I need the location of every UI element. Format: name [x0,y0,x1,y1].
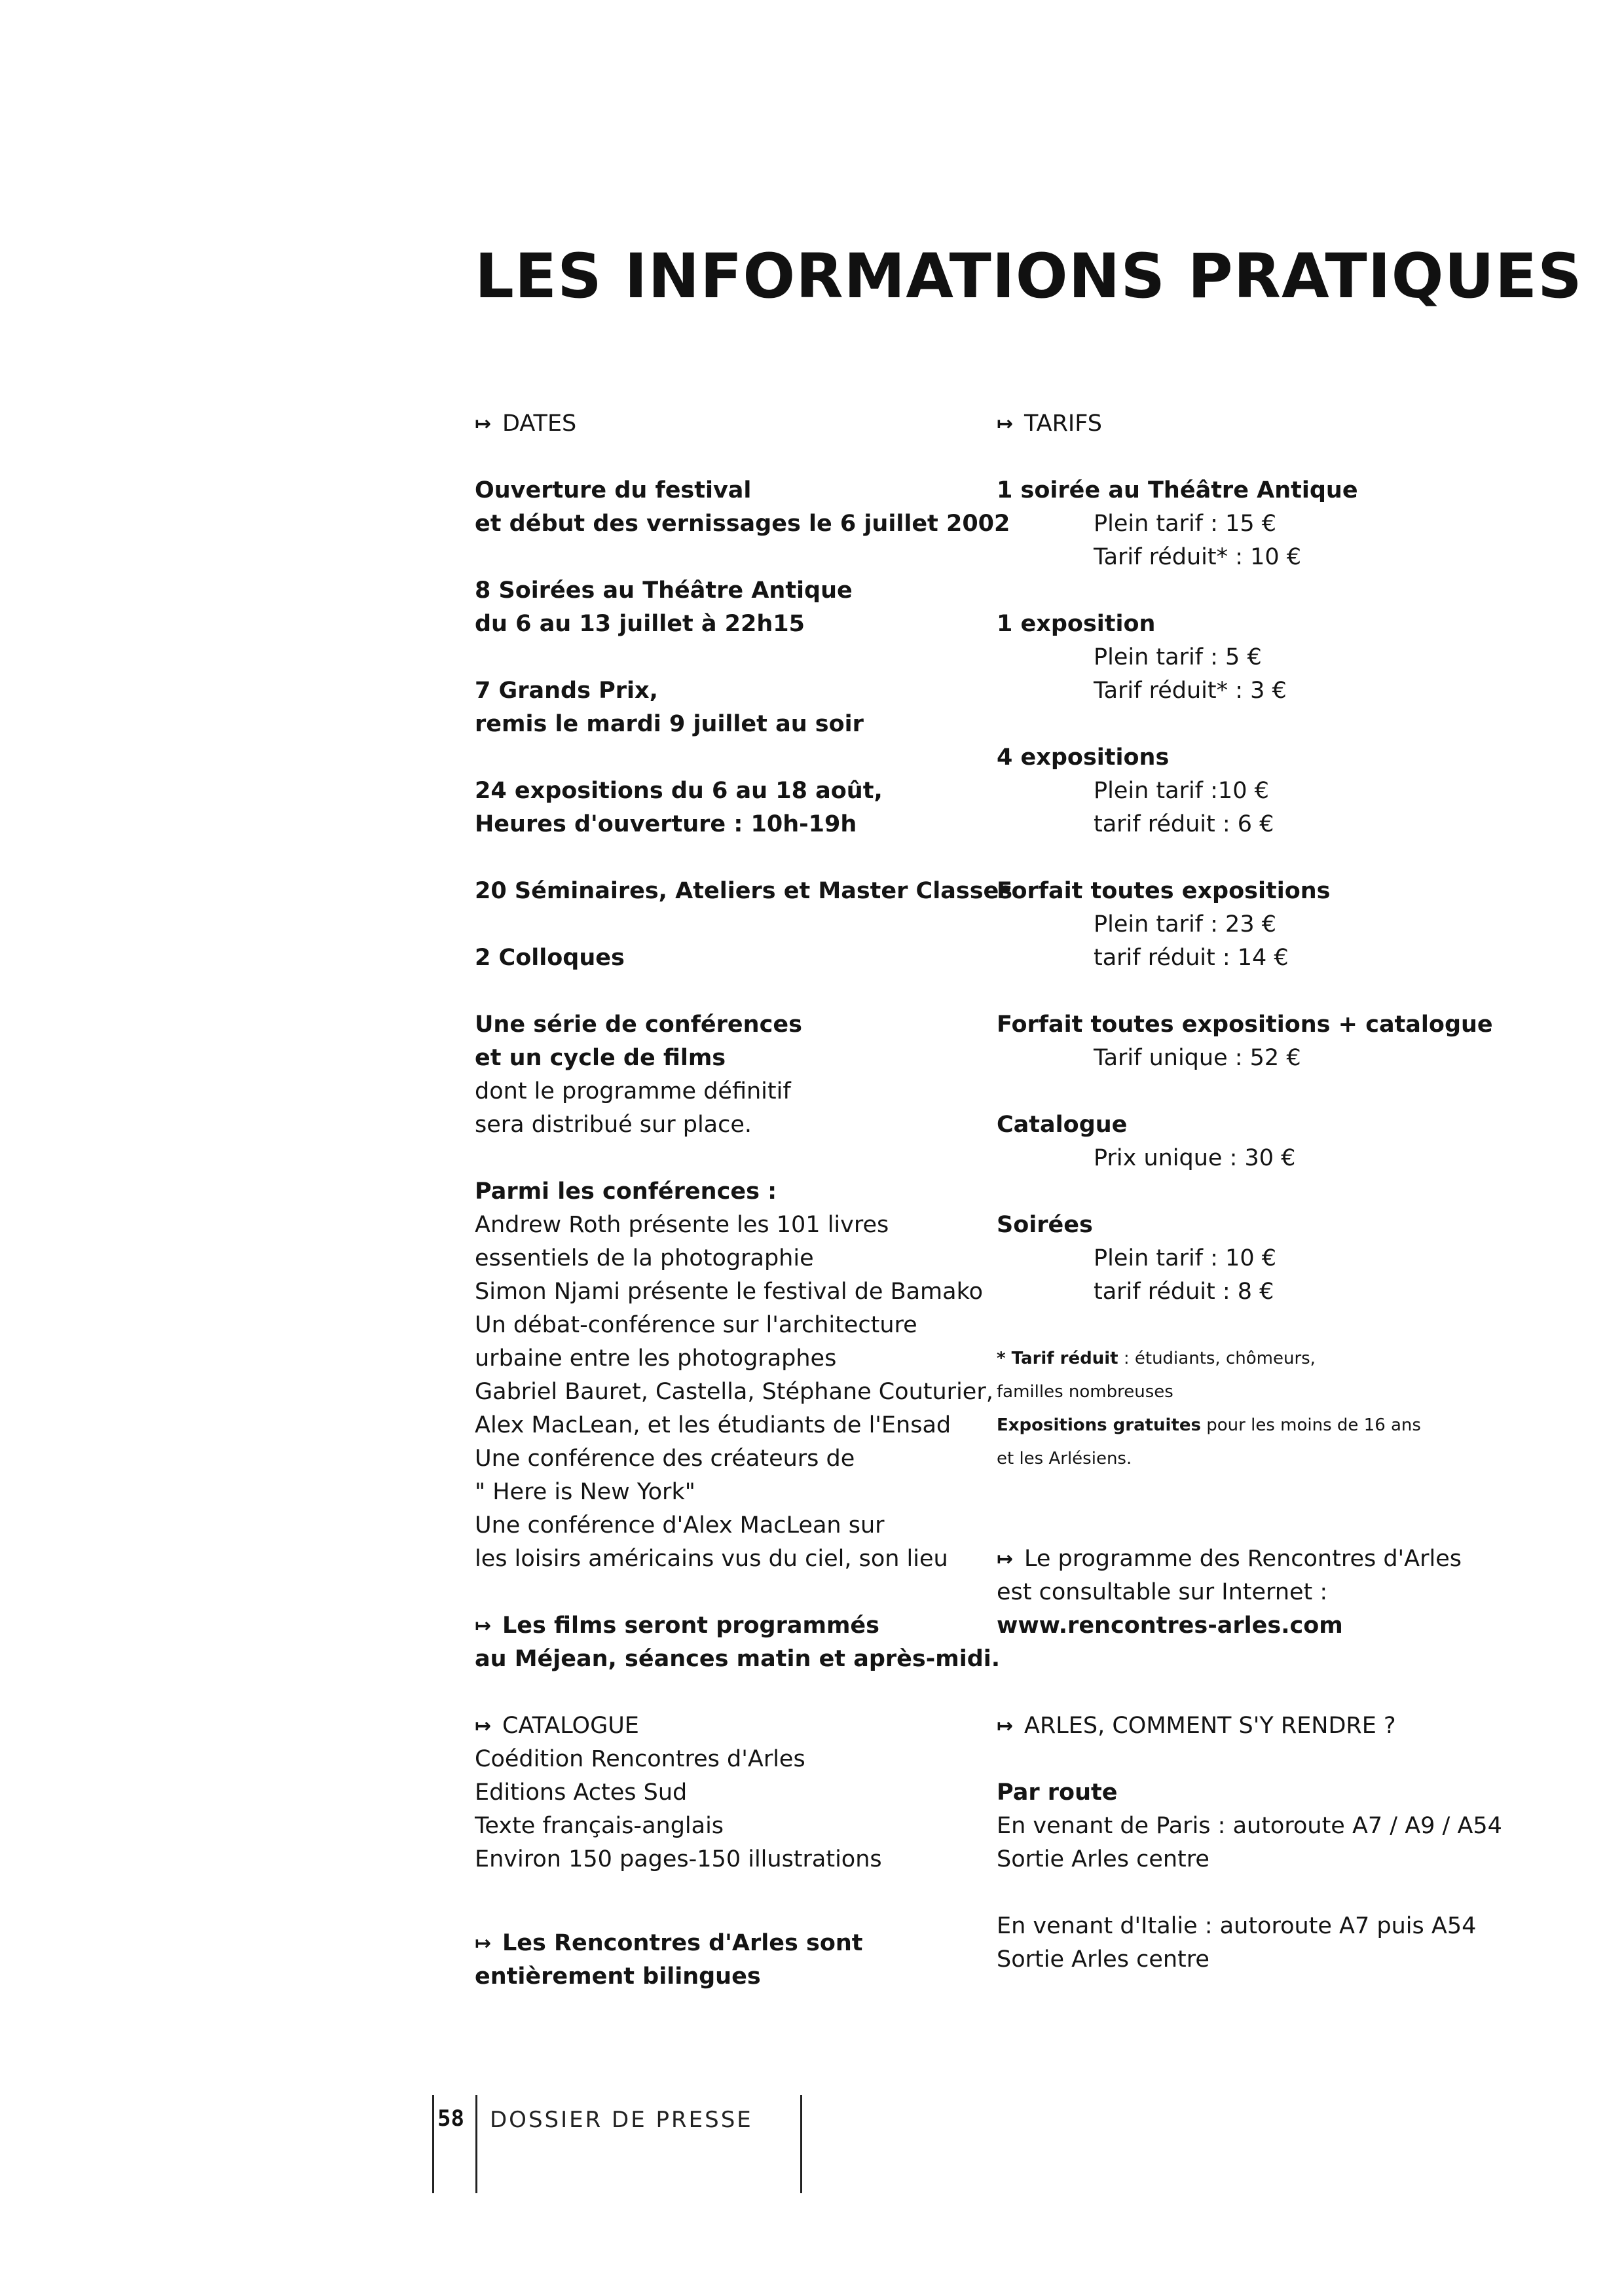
catalogue-line: Editions Actes Sud [475,1779,688,1806]
left-column [475,407,1013,1994]
tarif-price: Plein tarif : 10 € [1094,1245,1276,1271]
catalogue-line: Coédition Rencontres d'Arles [475,1746,805,1772]
conference-line: Un débat-conférence sur l'architecture [475,1312,917,1338]
right-column [997,407,1521,1977]
tarif-price: tarif réduit : 6 € [1094,811,1274,837]
dates-line: 7 Grands Prix, [475,678,658,704]
programme-note: ↦ Le programme des Rencontres d'Arles [997,1542,1521,1576]
tarif-item: Soirées [997,1212,1093,1238]
catalogue-line: Environ 150 pages-150 illustrations [475,1846,882,1872]
conferences-heading: Parmi les conférences : [475,1178,777,1205]
tarif-item: Catalogue [997,1112,1128,1138]
footer-label: DOSSIER DE PRESSE [490,2107,753,2133]
films-note: ↦ Les films seront programmés [475,1609,999,1643]
dates-line: Heures d'ouverture : 10h-19h [475,811,857,837]
tarif-item: Forfait toutes expositions [997,878,1331,904]
conference-line: essentiels de la photographie [475,1245,814,1271]
programme-website: www.rencontres-arles.com [997,1613,1343,1639]
tarif-item: 4 expositions [997,744,1170,771]
tarif-item: 1 soirée au Théâtre Antique [997,477,1358,503]
conference-line: les loisirs américains vus du ciel, son lieu [475,1546,948,1572]
route-heading: Par route [997,1779,1118,1806]
free-exhibitions-note: Expositions gratuites pour les moins de 16 ans [997,1415,1421,1435]
tarif-price: tarif réduit : 8 € [1094,1279,1274,1305]
reduced-rate-note: * Tarif réduit : étudiants, chômeurs, [997,1349,1316,1368]
tarif-price: Plein tarif :10 € [1094,778,1269,804]
dates-line: Une série de conférences [475,1011,802,1038]
tarif-price: Tarif réduit* : 3 € [1094,678,1287,704]
route-line: Sortie Arles centre [997,1846,1209,1872]
conference-line: Gabriel Bauret, Castella, Stéphane Couturier, [475,1379,993,1405]
dates-line: du 6 au 13 juillet à 22h15 [475,611,805,637]
programme-line: est consultable sur Internet : [997,1579,1328,1605]
footer-rule [800,2095,802,2193]
tarif-price: Prix unique : 30 € [1094,1145,1296,1171]
page-number: 58 [437,2105,464,2132]
arrow-icon: ↦ [475,1614,492,1637]
tarif-price: Tarif réduit* : 10 € [1094,544,1302,570]
page-title: LES INFORMATIONS PRATIQUES [475,241,1583,312]
conference-line: Simon Njami présente le festival de Bamako [475,1279,983,1305]
tarif-price: Plein tarif : 5 € [1094,644,1262,670]
dates-line: et début des vernissages le 6 juillet 2002 [475,511,1010,537]
free-exhibitions-note: et les Arlésiens. [997,1449,1132,1468]
tarif-item: 1 exposition [997,611,1156,637]
arrow-icon: ↦ [475,1715,492,1738]
dates-line: sera distribué sur place. [475,1112,752,1138]
dates-line: Ouverture du festival [475,477,752,503]
route-line: En venant d'Italie : autoroute A7 puis A54 [997,1913,1477,1939]
tarif-price: Plein tarif : 23 € [1094,911,1276,938]
conference-line: Alex MacLean, et les étudiants de l'Ensad [475,1412,951,1438]
dates-line: 24 expositions du 6 au 18 août, [475,778,883,804]
conference-line: " Here is New York" [475,1479,695,1505]
tarifs-heading: ↦ TARIFS [997,407,1521,441]
films-note-line: au Méjean, séances matin et après-midi. [475,1646,1001,1672]
tarif-item: Forfait toutes expositions + catalogue [997,1011,1493,1038]
footer-rule [432,2095,434,2193]
route-line: Sortie Arles centre [997,1946,1209,1973]
reduced-rate-note: familles nombreuses [997,1382,1173,1402]
access-heading: ↦ ARLES, COMMENT S'Y RENDRE ? [997,1709,1521,1743]
tarif-price: Plein tarif : 15 € [1094,511,1276,537]
route-line: En venant de Paris : autoroute A7 / A9 / A54 [997,1813,1502,1839]
bilingual-note: ↦ Les Rencontres d'Arles sont [475,1927,999,1960]
dates-line: et un cycle de films [475,1045,726,1071]
tarif-price: Tarif unique : 52 € [1094,1045,1301,1071]
arrow-icon: ↦ [475,1932,492,1955]
arrow-icon: ↦ [997,1715,1014,1738]
bilingual-note-line: entièrement bilingues [475,1963,761,1990]
arrow-icon: ↦ [997,412,1014,435]
conference-line: Une conférence des créateurs de [475,1446,855,1472]
catalogue-line: Texte français-anglais [475,1813,724,1839]
dates-line: dont le programme définitif [475,1078,791,1104]
conference-line: Andrew Roth présente les 101 livres [475,1212,889,1238]
tarif-price: tarif réduit : 14 € [1094,945,1289,971]
footer-rule [475,2095,477,2193]
dates-line: 2 Colloques [475,945,625,971]
arrow-icon: ↦ [997,1548,1014,1571]
dates-line: remis le mardi 9 juillet au soir [475,711,864,737]
catalogue-heading: ↦ CATALOGUE [475,1709,999,1743]
dates-line: 8 Soirées au Théâtre Antique [475,577,853,604]
dates-line: 20 Séminaires, Ateliers et Master Classes [475,878,1013,904]
arrow-icon: ↦ [475,412,492,435]
conference-line: urbaine entre les photographes [475,1345,837,1372]
dates-heading: ↦ DATES [475,407,999,441]
conference-line: Une conférence d'Alex MacLean sur [475,1512,885,1539]
